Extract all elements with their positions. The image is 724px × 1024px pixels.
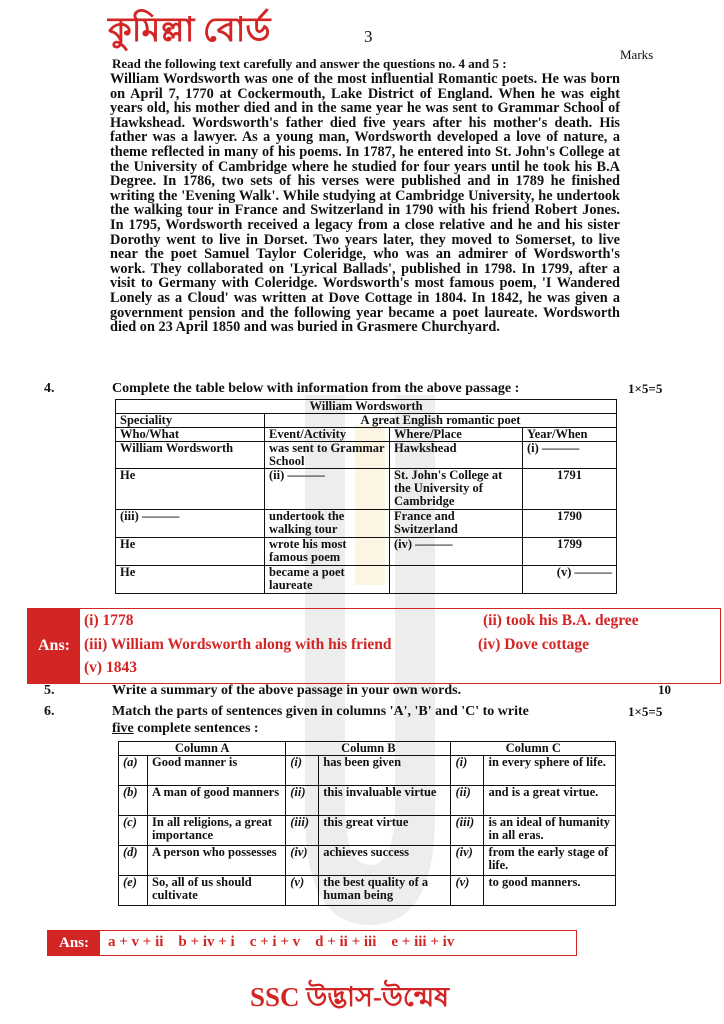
matching-cell: Good manner is (148, 756, 286, 786)
q5-number: 5. (44, 683, 55, 698)
table-cell: (iii) ——— (116, 510, 265, 538)
column-header: Column C (451, 742, 616, 756)
table-cell: became a poet laureate (265, 566, 390, 594)
matching-cell: In all religions, a great importance (148, 816, 286, 846)
q6-text-line2: complete sentences : (137, 721, 259, 736)
matching-row (119, 756, 616, 786)
matching-cell: has been given (319, 756, 451, 786)
answer-label: Ans: (48, 931, 100, 955)
table-cell: 1799 (523, 538, 617, 566)
table-cell: undertook the walking tour (265, 510, 390, 538)
answer-item: (iv) Dove cottage (478, 636, 590, 653)
matching-cell: this invaluable virtue (319, 786, 451, 816)
instruction: Read the following text carefully and answer the questions no. 4 and 5 : (112, 56, 507, 71)
table-row (116, 469, 617, 510)
table-cell: He (116, 566, 265, 594)
matching-cell: A person who possesses (148, 846, 286, 876)
row-marker: (ii) (286, 786, 319, 816)
table-header-row (116, 428, 617, 442)
answer-item: (v) 1843 (84, 659, 137, 676)
row-marker: (v) (451, 876, 484, 906)
table-row (116, 442, 617, 469)
q6-text-line1: Match the parts of sentences given in columns 'A', 'B' and 'C' to write (112, 704, 529, 719)
row-marker: (a) (119, 756, 148, 786)
matching-cell: from the early stage of life. (484, 846, 616, 876)
answer-box-q4 (27, 608, 721, 684)
row-marker: (i) (286, 756, 319, 786)
table-header: Who/What (116, 428, 265, 442)
table-cell (390, 566, 523, 594)
table-row (116, 566, 617, 594)
table-cell: wrote his most famous poem (265, 538, 390, 566)
table-title: William Wordsworth (116, 400, 617, 414)
matching-cell: is an ideal of humanity in all eras. (484, 816, 616, 846)
speciality-value: A great English romantic poet (265, 414, 617, 428)
matching-header-row (119, 742, 616, 756)
q6-number: 6. (44, 704, 55, 719)
column-header: Column A (119, 742, 286, 756)
row-marker: (d) (119, 846, 148, 876)
answer-box-q6 (47, 930, 577, 956)
row-marker: (ii) (451, 786, 484, 816)
matching-cell: achieves success (319, 846, 451, 876)
column-header: Column B (286, 742, 451, 756)
matching-cell: A man of good manners (148, 786, 286, 816)
row-marker: (iv) (286, 846, 319, 876)
table-header: Where/Place (390, 428, 523, 442)
q5-marks: 10 (658, 682, 671, 697)
matching-table (118, 741, 616, 906)
marks-label: Marks (620, 47, 654, 62)
matching-cell: So, all of us should cultivate (148, 876, 286, 906)
answer-item: (ii) took his B.A. degree (483, 612, 639, 629)
table-cell: William Wordsworth (116, 442, 265, 469)
row-marker: (i) (451, 756, 484, 786)
matching-cell: to good manners. (484, 876, 616, 906)
table-row (116, 510, 617, 538)
answer-value: a + v + ii b + iv + i c + i + v d + ii + iii e + iii + iv (108, 934, 455, 950)
table-cell: He (116, 469, 265, 510)
table-cell: St. John's College at the University of Cambridge (390, 469, 523, 510)
answer-item: (i) 1778 (84, 612, 134, 629)
q4-number: 4. (44, 381, 55, 396)
table-cell: 1791 (523, 469, 617, 510)
answer-item: (iii) William Wordsworth along with his friend (84, 636, 392, 653)
table-cell: (v) ——— (523, 566, 617, 594)
answer-label: Ans: (28, 609, 80, 683)
table-cell: (ii) ——— (265, 469, 390, 510)
footer-brand: SSC উদ্ভাস-উন্মেষ (250, 982, 450, 1012)
table-cell: (iv) ——— (390, 538, 523, 566)
row-marker: (b) (119, 786, 148, 816)
q4-text: Complete the table below with information from the above passage : (112, 381, 520, 396)
table-cell: was sent to Grammar School (265, 442, 390, 469)
matching-row (119, 876, 616, 906)
q6-text-bold: five (112, 721, 134, 736)
row-marker: (iii) (286, 816, 319, 846)
board-title: কুমিল্লা বোর্ড (108, 12, 271, 49)
row-marker: (c) (119, 816, 148, 846)
matching-cell: this great virtue (319, 816, 451, 846)
table-row (116, 538, 617, 566)
matching-row (119, 786, 616, 816)
matching-cell: in every sphere of life. (484, 756, 616, 786)
page-number: 3 (364, 27, 373, 46)
matching-cell: and is a great virtue. (484, 786, 616, 816)
matching-row (119, 816, 616, 846)
table-cell: He (116, 538, 265, 566)
table-cell: France and Switzerland (390, 510, 523, 538)
table-header: Year/When (523, 428, 617, 442)
row-marker: (iv) (451, 846, 484, 876)
matching-cell: the best quality of a human being (319, 876, 451, 906)
row-marker: (v) (286, 876, 319, 906)
q5-text: Write a summary of the above passage in your own words. (112, 683, 462, 698)
wordsworth-table (115, 399, 617, 594)
table-cell: Hawkshead (390, 442, 523, 469)
q6-marks: 1×5=5 (628, 704, 663, 719)
row-marker: (e) (119, 876, 148, 906)
table-header: Event/Activity (265, 428, 390, 442)
row-marker: (iii) (451, 816, 484, 846)
speciality-label: Speciality (116, 414, 265, 428)
q4-marks: 1×5=5 (628, 381, 663, 396)
passage: William Wordsworth was one of the most influential Romantic poets. He was born on April 7, 1770 at Cockermouth, Lake District of England. When he was eight years old, his mother died and in the same year he was sent to Grammar School of Hawkshead. Wordsworth's father died five years after his mother's death. His father was a lawyer. As a young man, Wordsworth developed a love of nature, a theme reflected in many of his poems. In 1787, he entered into St. John's College at the University of Cambridge where he studied for four years until he took his B.A Degree. In 1786, two sets of his verses were published and in 1789 he finished writing the 'Evening Walk'. While studying at Cambridge University, he undertook the walking tour in France and Switzerland in 1790 with his friend Robert Jones. In 1795, Wordsworth received a legacy from a close relative and he and his sister Dorothy went to live in Dorset. Two years later, they moved to Somerset, to live near the poet Samuel Taylor Coleridge, who was an admirer of Wordsworth's work. They collaborated on 'Lyrical Ballads', published in 1798. In 1799, after a visit to Germany with Coleridge. Wordsworth's most famous poem, 'I Wandered Lonely as a Cloud' was written at Dove Cottage in 1804. In 1842, he was given a government pension and the following year became a poet laureate. Wordsworth died on 23 April 1850 and was buried in Grasmere Churchyard. (110, 71, 620, 336)
matching-row (119, 846, 616, 876)
table-cell: 1790 (523, 510, 617, 538)
table-cell: (i) ——— (523, 442, 617, 469)
